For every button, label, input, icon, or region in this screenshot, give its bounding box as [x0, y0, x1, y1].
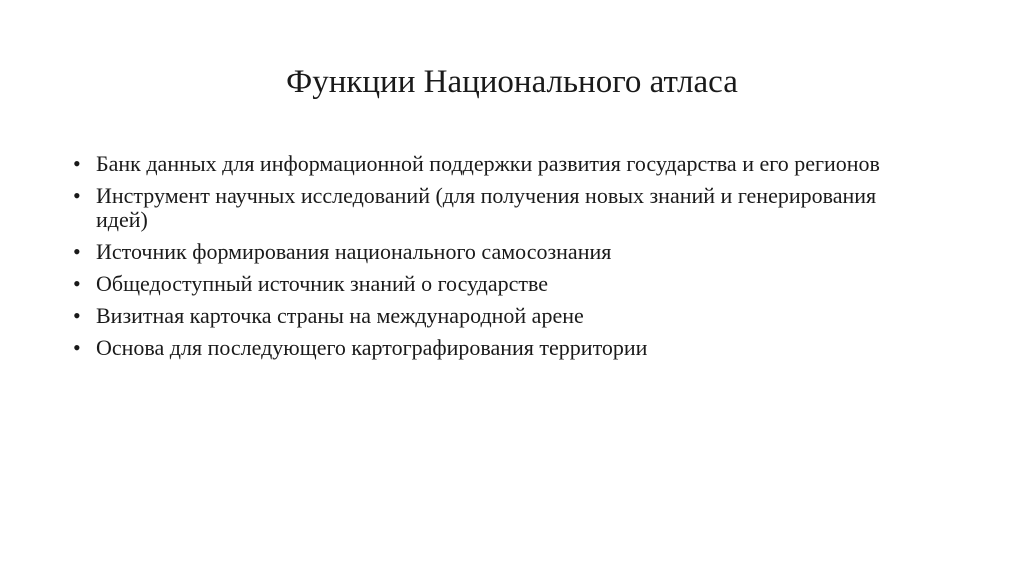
- bullet-item: [73, 152, 893, 176]
- bullet-icon: •: [73, 239, 81, 264]
- bullet-icon: •: [73, 151, 81, 176]
- bullet-text: Источник формирования национального самосознания: [96, 239, 612, 264]
- bullet-text: Общедоступный источник знаний о государстве: [96, 271, 549, 296]
- bullet-icon: •: [73, 303, 81, 328]
- bullet-text: Визитная карточка страны на международной арене: [96, 303, 584, 328]
- bullet-item: [73, 240, 893, 264]
- bullet-list: [73, 152, 893, 368]
- bullet-text: Инструмент научных исследований (для получения новых знаний и генерирования идей): [96, 183, 877, 232]
- bullet-item: [73, 272, 893, 296]
- bullet-item: [73, 184, 893, 232]
- bullet-item: [73, 336, 893, 360]
- bullet-icon: •: [73, 271, 81, 296]
- bullet-item: [73, 304, 893, 328]
- bullet-text: Банк данных для информационной поддержки развития государства и его регионов: [96, 151, 880, 176]
- bullet-icon: •: [73, 183, 81, 208]
- slide-title: Функции Национального атласа: [286, 64, 738, 100]
- bullet-text: Основа для последующего картографирования территории: [96, 335, 648, 360]
- bullet-icon: •: [73, 335, 81, 360]
